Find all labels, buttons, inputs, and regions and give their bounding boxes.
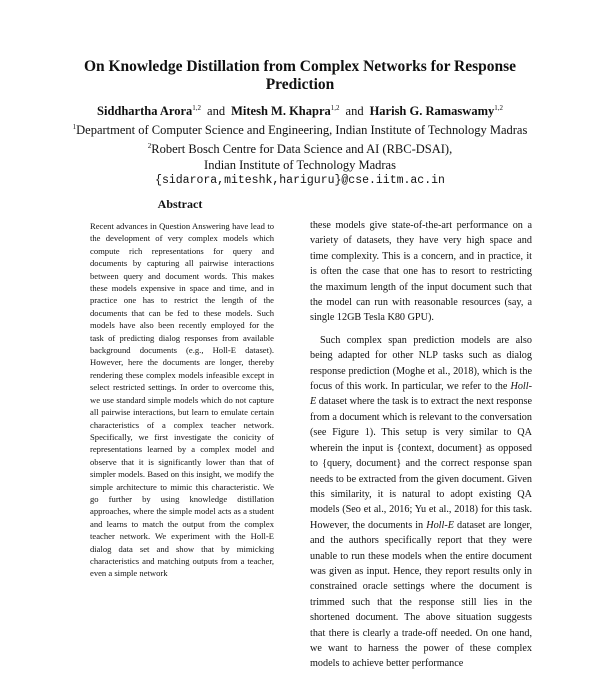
and-word: and xyxy=(207,104,226,119)
author-2: Mitesh M. Khapra xyxy=(231,104,331,119)
body-paragraph-2: Such complex span prediction models are also being adapted for other NLP tasks such as dialog response prediction (Moghe et al., 2018), which is the focus of this work. In particular, we refer to the Holl-E dataset where the task is to extract the next response from a document which is relevant to the conversation (see Figure 1). This setup is very similar to QA wherein the input is {context, document} as opposed to {query, document} and the correct response span needs to be extracted from the given document. Given this similarity, it is natural to adopt existing QA models (Seo et al., 2016; Yu et al., 2018) for this task. However, the documents in Holl-E dataset are longer, and the authors specifically report that they were unable to run these models when the entire document was given as input. Hence, they report results only in constrained oracle settings where the document is trimmed such that the response still lies in the shortened document. The above situation suggests that there is clearly a trade-off needed. On one hand, we want to harness the power of these complex models to achieve better performance xyxy=(310,334,533,670)
dataset-name-italic: Holl-E xyxy=(310,381,532,408)
paper-title: On Knowledge Distillation from Complex Networks for Response Prediction xyxy=(83,58,517,93)
author-block xyxy=(40,100,560,189)
author-names xyxy=(40,100,560,119)
affiliation-1: $^1$Department of Computer Science and Engineering, Indian Institute of Technology Madras xyxy=(72,123,528,138)
dataset-name-italic: Holl-E xyxy=(426,519,454,531)
abstract-heading: Abstract xyxy=(157,197,203,211)
abstract-text: Recent advances in Question Answering have lead to the development of very complex models which compute rich representations for query and documents by capturing all pairwise interactions between query and document words. This makes these models expensive in space and time, and in practice one has to restrict the length of the documents that can be fed to these models. Such models have also been recently employed for the task of predicting dialog responses from available background documents (e.g., Holl-E dataset). However, here the documents are longer, thereby rendering these complex models infeasible except in select restricted settings. In order to overcome this, we use standard simple models which do not capture all pairwise interactions, but learn to emulate certain characteristics of a complex teacher network. Specifically, we first investigate the conicity of representations learned by a complex model and observe that it is significantly lower than that of simpler models. Based on this insight, we modify the simple architecture to mimic this characteristic. We go further by using knowledge distillation approaches, where the simple model acts as a student and learns to match the output from the complex teacher network. We experiment with the Holl-E dialog data set and show that by mimicking characteristics and matching outputs from a teacher, even a simple network xyxy=(90,221,274,579)
author-1: Siddhartha Arora xyxy=(97,104,193,119)
author-3: Harish G. Ramaswamy xyxy=(369,104,495,119)
author-2-sup: 1,2 xyxy=(330,104,340,112)
author-1-sup: 1,2 xyxy=(192,104,202,112)
body-paragraph-1: these models give state-of-the-art performance on a variety of datasets, they have very high space and time complexity. This is a concern, and in practice, it is often the case that one has to resort to restricting the maximum length of the input document such that the model can run with reasonable resources (say, a single 12GB Tesla K80 GPU). xyxy=(310,220,532,324)
body-right-column xyxy=(310,218,532,679)
author-3-sup: 1,2 xyxy=(494,104,503,112)
and-word: and xyxy=(345,104,364,119)
affiliation-2: $^2$Robert Bosch Centre for Data Science and AI (RBC-DSAI), xyxy=(147,142,453,157)
affiliation-3: Indian Institute of Technology Madras xyxy=(204,158,396,173)
author-email[interactable]: {sidarora,miteshk,hariguru}@cse.iitm.ac.in xyxy=(155,174,445,188)
